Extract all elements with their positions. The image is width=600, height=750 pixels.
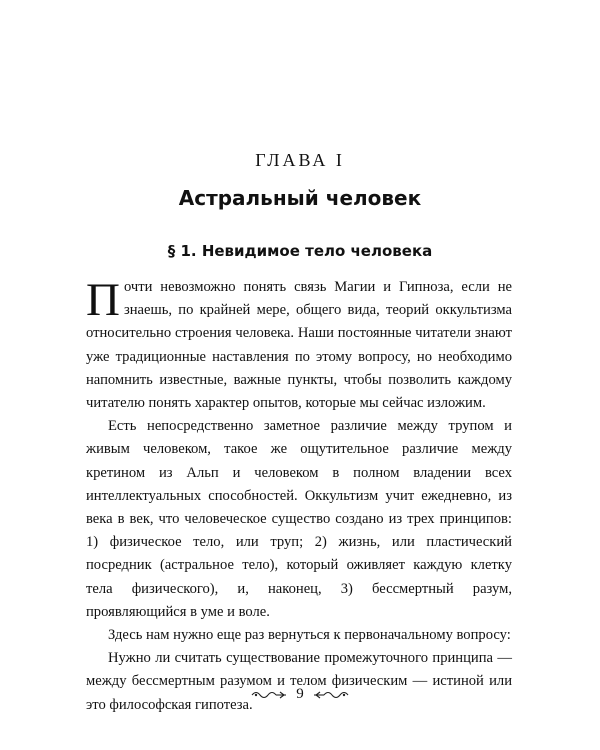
page-number: 9 [296, 686, 304, 702]
body-text [86, 276, 512, 717]
paragraph-1-text: очти невозможно понять связь Магии и Гипноза, если не знаешь, по крайней мере, общего вида, теорий оккультизма относительно строения человека. Наши постоянные читатели знают уже традиционные наставления по этому вопросу, но необходимо напомнить известные, важные пункты, чтобы позволить каждому читателю понять характер опытов, которые мы сейчас изложим. [86, 279, 512, 412]
paragraph-1 [86, 276, 512, 415]
section-title: § 1. Невидимое тело человека [167, 242, 433, 260]
paragraph-2: Есть непосредственно заметное различие между трупом и живым человеком, такое же ощутительное различие между кретином из Альп и человеком в полном владении всех интеллектуальных способностей. Оккультизм учит ежедневно, из века в век, что человеческое существо создано из трех принципов: 1) физическое тело, или труп; 2) жизнь, или пластический посредник (астральное тело), который оживляет каждую клетку тела физического), и, наконец, 3) бессмертный разум, проявляющийся в уме и воле. [86, 418, 512, 620]
page-footer [0, 686, 600, 703]
right-flourish-icon [312, 689, 350, 701]
left-flourish-icon [250, 689, 288, 701]
chapter-label: ГЛАВА I [255, 150, 345, 170]
drop-cap: П [86, 274, 120, 326]
paragraph-3: Здесь нам нужно еще раз вернуться к первоначальному вопросу: [108, 627, 511, 644]
paragraph-4: Нужно ли считать существование промежуточного принципа — между бессмертным разумом и телом физическим — истиной или это философская гипотеза. [86, 650, 512, 713]
chapter-title: Астральный человек [178, 186, 422, 210]
